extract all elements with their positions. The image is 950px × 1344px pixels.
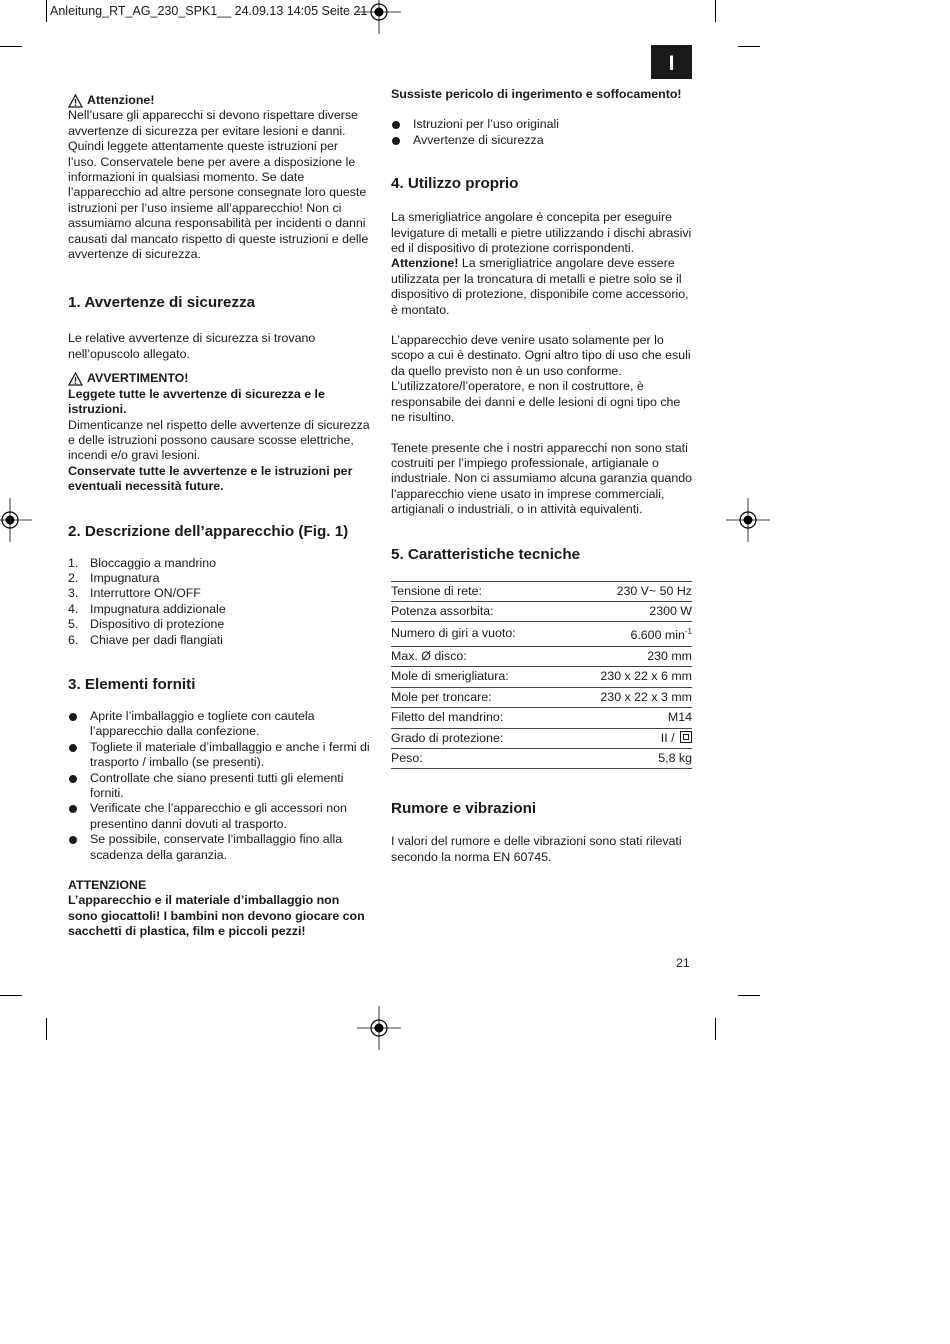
spec-label: Potenza assorbita: — [391, 601, 565, 621]
attenzione-title: ATTENZIONE — [68, 878, 147, 893]
warning-triangle-icon — [68, 372, 83, 386]
warning-title: AVVERTIMENTO! — [87, 371, 189, 386]
crop-mark — [0, 995, 22, 996]
item-text: Chiave per dadi flangiati — [90, 632, 223, 647]
warning-bold-text-2: Conservate tutte le avvertenze e le istruzioni per eventuali necessità future. — [68, 463, 353, 494]
table-row — [391, 581, 692, 601]
list-item — [68, 633, 370, 648]
bullet-icon — [69, 805, 77, 813]
attention-heading — [68, 93, 370, 108]
list-item — [68, 617, 370, 632]
spec-value: 5,8 kg — [565, 748, 693, 768]
item-text: Istruzioni per l’uso originali — [413, 117, 560, 132]
registration-mark-icon — [0, 498, 32, 542]
spec-value: 6.600 min — [630, 628, 685, 643]
warning-triangle-icon — [68, 94, 83, 108]
attention-title: Attenzione! — [87, 93, 155, 107]
item-text: Bloccaggio a mandrino — [90, 555, 217, 570]
list-item — [68, 740, 370, 771]
item-number: 2. — [68, 570, 79, 585]
crop-mark — [715, 1018, 716, 1040]
print-slug: Anleitung_RT_AG_230_SPK1__ 24.09.13 14:05 Seite 21 — [50, 4, 368, 18]
crop-mark — [0, 46, 22, 47]
item-number: 6. — [68, 632, 79, 647]
crop-mark — [46, 1018, 47, 1040]
danger-text: Sussiste pericolo di ingerimento e soffocamento! — [391, 87, 682, 101]
warning-text: Dimenticanze nel rispetto delle avvertenze di sicurezza e delle istruzioni possono causare scosse elettriche, incendi e/o gravi lesioni. — [68, 417, 370, 463]
page-number: 21 — [676, 956, 690, 970]
paragraph-text: La smerigliatrice angolare deve essere utilizzata per la troncatura di metalli e pietre solo se il dispositivo di protezione, disponibile come accessorio, è montato. — [391, 256, 689, 317]
list-item — [391, 133, 693, 148]
language-tab: I — [651, 45, 692, 79]
right-column — [391, 87, 693, 865]
spec-label: Tensione di rete: — [391, 581, 565, 601]
item-text: Dispositivo di protezione — [90, 617, 225, 632]
paragraph-text: La smerigliatrice angolare è concepita per eseguire levigature di metalli e pietre utilizzando i dischi abrasivi ed il dispositivo di protezione corrispondenti. — [391, 210, 692, 256]
item-text: Controllate che siano presenti tutti gli elementi forniti. — [90, 770, 344, 800]
table-row — [391, 708, 692, 728]
section-4-paragraph-1 — [391, 210, 693, 318]
crop-mark — [738, 995, 760, 996]
spec-value: 230 mm — [565, 646, 693, 666]
section-2-title: 2. Descrizione dell’apparecchio (Fig. 1) — [68, 522, 349, 540]
bullet-icon — [69, 836, 77, 844]
table-row — [391, 667, 692, 687]
crop-mark — [738, 46, 760, 47]
warning-bold-text: Leggete tutte le avvertenze di sicurezza e le istruzioni. — [68, 386, 325, 417]
section-1-text: Le relative avvertenze di sicurezza si trovano nell’opuscolo allegato. — [68, 331, 316, 361]
delivery-list — [68, 709, 370, 863]
noise-text: I valori del rumore e delle vibrazioni sono stati rilevati secondo la norma EN 60745. — [391, 834, 682, 864]
list-item — [68, 602, 370, 617]
list-item — [68, 771, 370, 802]
item-text: Verificate che l’apparecchio e gli accessori non presentino danni dovuti al trasporto. — [90, 801, 347, 831]
spec-value: 230 V~ 50 Hz — [565, 581, 693, 601]
noise-title: Rumore e vibrazioni — [391, 800, 537, 818]
spec-label: Grado di protezione: — [391, 728, 565, 748]
item-text: Interruttore ON/OFF — [90, 586, 201, 601]
item-text: Togliete il materiale d’imballaggio e anche i fermi di trasporto / imballo (se presenti). — [90, 739, 370, 770]
section-4-title: 4. Utilizzo proprio — [391, 175, 519, 193]
spec-label: Mole per troncare: — [391, 687, 565, 707]
item-text: Impugnatura addizionale — [90, 601, 226, 616]
spec-unit-superscript: -1 — [684, 627, 692, 637]
list-item — [68, 586, 370, 601]
item-text: Se possibile, conservate l’imballaggio fino alla scadenza della garanzia. — [90, 832, 343, 862]
table-row — [391, 687, 692, 707]
specs-table — [391, 581, 692, 770]
list-item — [68, 556, 370, 571]
list-item — [391, 117, 693, 132]
bullet-icon — [69, 744, 77, 752]
section-4-paragraph-3: Tenete presente che i nostri apparecchi non sono stati costruiti per l’impiego professionale, artigianale o industriale. Non ci assumiamo alcuna garanzia quando l’apparecchio viene usato in imprese commerciali, artigianali o industriali, o in attività equivalenti. — [391, 440, 692, 517]
spec-value: 230 x 22 x 6 mm — [565, 667, 693, 687]
registration-mark-icon — [726, 498, 770, 542]
table-row — [391, 622, 692, 647]
section-1-title: 1. Avvertenze di sicurezza — [68, 294, 256, 312]
spec-value: M14 — [565, 708, 693, 728]
attenzione-text: L’apparecchio e il materiale d’imballaggio non sono giocattoli! I bambini non devono giocare con sacchetti di plastica, film e piccoli pezzi! — [68, 893, 365, 939]
warning-heading — [68, 371, 370, 386]
section-5-title: 5. Caratteristiche tecniche — [391, 545, 581, 563]
list-item — [68, 571, 370, 586]
section-3-title: 3. Elementi forniti — [68, 675, 196, 693]
item-text: Avvertenze di sicurezza — [413, 132, 544, 147]
table-row — [391, 748, 692, 768]
registration-mark-icon — [357, 0, 401, 34]
bullet-icon — [392, 137, 400, 145]
list-item — [68, 832, 370, 863]
attention-text: Nell’usare gli apparecchi si devono rispettare diverse avvertenze di sicurezza per evitare lesioni e danni. Quindi leggete attentamente queste istruzioni per l’uso. Conservatele bene per avere a disposizione le informazioni in qualsiasi momento. Se date l’apparecchio ad altre persone consegnate loro queste istruzioni per l’uso insieme all’apparecchio! Non ci assumiamo alcuna responsabilità per incidenti o danni causati dal mancato rispetto di queste istruzioni e delle avvertenze di sicurezza. — [68, 108, 369, 262]
table-row — [391, 601, 692, 621]
bullet-icon — [69, 775, 77, 783]
table-row — [391, 728, 692, 748]
item-text: Impugnatura — [90, 570, 160, 585]
item-number: 5. — [68, 617, 79, 632]
crop-mark — [715, 0, 716, 22]
spec-label: Numero di giri a vuoto: — [391, 622, 565, 647]
spec-label: Peso: — [391, 748, 565, 768]
item-number: 1. — [68, 555, 79, 570]
list-item — [68, 709, 370, 740]
spec-value: II / — [660, 730, 675, 745]
attention-label: Attenzione! — [391, 256, 459, 271]
item-number: 4. — [68, 601, 79, 616]
spec-value-cell — [565, 622, 693, 647]
section-4-paragraph-2: L’apparecchio deve venire usato solamente per lo scopo a cui è destinato. Ogni altro tipo di uso che esuli da quello previsto non è un uso conforme. L’utilizzatore/l’operatore, e non il costruttore, è responsabile dei danni e delle lesioni di ogni tipo che ne risultino. — [391, 333, 691, 425]
list-item — [68, 801, 370, 832]
spec-value: 230 x 22 x 3 mm — [565, 687, 693, 707]
spec-label: Mole di smerigliatura: — [391, 667, 565, 687]
table-row — [391, 646, 692, 666]
spec-value-cell — [565, 728, 693, 748]
item-text: Aprite l’imballaggio e togliete con cautela l’apparecchio dalla confezione. — [90, 708, 315, 739]
bullet-icon — [69, 713, 77, 721]
parts-list — [68, 556, 370, 648]
spec-label: Filetto del mandrino: — [391, 708, 565, 728]
left-column — [68, 87, 370, 940]
registration-mark-icon — [357, 1006, 401, 1050]
class-ii-icon — [680, 731, 692, 743]
spec-value: 2300 W — [565, 601, 693, 621]
documents-list — [391, 117, 693, 148]
bullet-icon — [392, 121, 400, 129]
crop-mark — [46, 0, 47, 22]
item-number: 3. — [68, 586, 79, 601]
spec-label: Max. Ø disco: — [391, 646, 565, 666]
